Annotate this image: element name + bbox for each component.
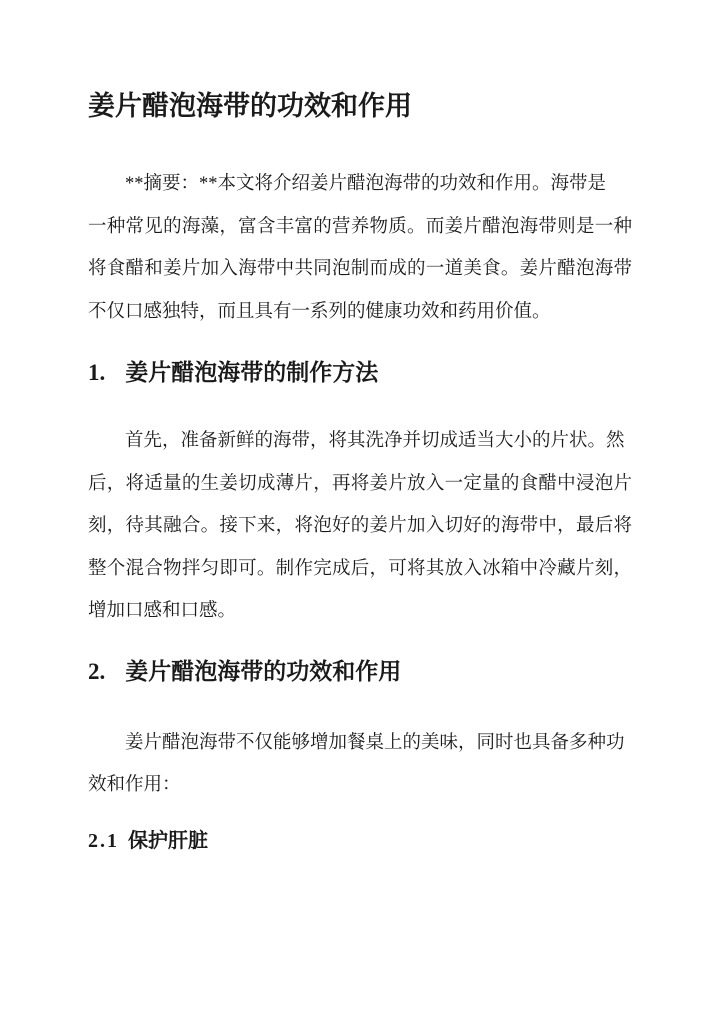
subsection-2-1-heading (88, 828, 632, 854)
section-1-number: 1. (88, 360, 106, 385)
abstract-line-1: **摘要：**本文将介绍姜片醋泡海带的功效和作用。海带是 (125, 174, 607, 194)
abstract-line-3: 将食醋和姜片加入海带中共同泡制而成的一道美食。姜片醋泡海带 (88, 259, 632, 279)
section-2-paragraph (88, 722, 632, 807)
abstract-line-2: 一种常见的海藻，富含丰富的营养物质。而姜片醋泡海带则是一种 (88, 216, 632, 237)
section-2-line-1: 姜片醋泡海带不仅能够增加餐桌上的美味，同时也具备多种功 (125, 732, 625, 753)
section-1-line-4: 整个混合物拌匀即可。制作完成后，可将其放入冰箱中冷藏片刻， (88, 558, 632, 579)
abstract-paragraph (88, 163, 632, 333)
section-2-heading (88, 657, 632, 687)
subsection-2-1-title: 保护肝脏 (128, 829, 208, 852)
section-2-line-2: 效和作用： (88, 775, 181, 795)
section-1-paragraph (88, 420, 632, 633)
section-1-line-1: 首先，准备新鲜的海带，将其洗净并切成适当大小的片状。然 (125, 431, 625, 451)
subsection-2-1-number: 2.1 (88, 829, 119, 852)
section-1-heading (88, 358, 632, 388)
section-1-line-3: 刻，待其融合。接下来，将泡好的姜片加入切好的海带中，最后将 (88, 516, 632, 536)
abstract-line-4: 不仅口感独特，而且具有一系列的健康功效和药用价值。 (88, 301, 551, 322)
section-1-title: 姜片醋泡海带的制作方法 (125, 360, 379, 385)
section-2-title: 姜片醋泡海带的功效和作用 (125, 658, 402, 684)
document-title: 姜片醋泡海带的功效和作用 (88, 91, 412, 121)
section-1-line-2: 后，将适量的生姜切成薄片，再将姜片放入一定量的食醋中浸泡片 (88, 473, 632, 494)
section-1-line-5: 增加口感和口感。 (88, 601, 237, 621)
section-2-number: 2. (88, 658, 106, 684)
